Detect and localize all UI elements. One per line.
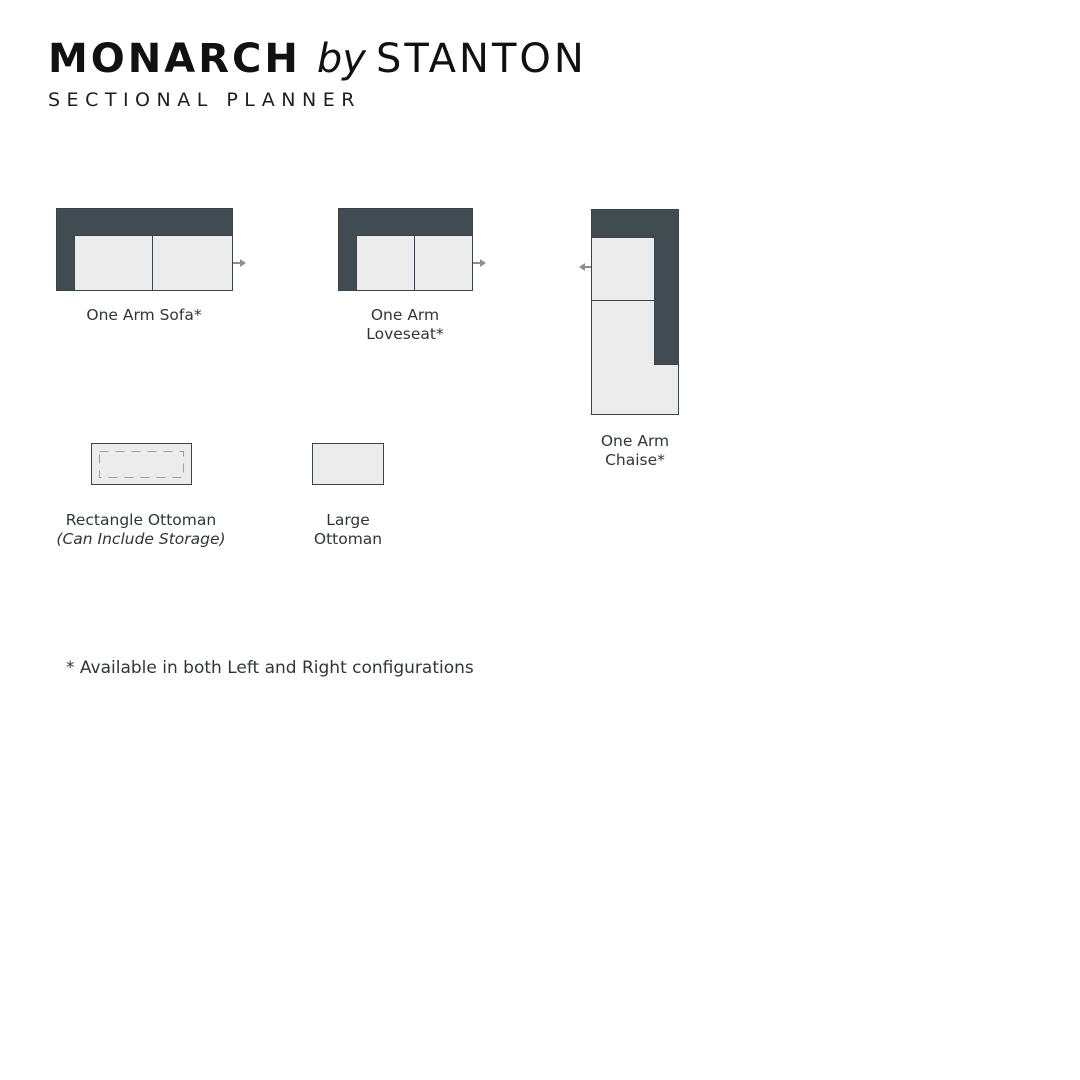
page-subtitle: SECTIONAL PLANNER	[48, 89, 361, 111]
one-arm-loveseat-label: One Arm Loveseat*	[366, 306, 444, 343]
one-arm-chaise-label: One Arm Chaise*	[600, 432, 670, 469]
large-ottoman-label: Large Ottoman	[313, 511, 383, 548]
configuration-footnote: * Available in both Left and Right configurations	[66, 658, 474, 678]
right-arrow-icon	[233, 259, 246, 267]
brand-primary: MONARCH	[48, 36, 301, 82]
sofa-seat-cushion	[75, 236, 153, 291]
loveseat-seat-cushion	[357, 236, 415, 291]
brand-title	[48, 36, 587, 82]
rectangle-ottoman-label: Rectangle Ottoman (Can Include Storage)	[56, 511, 226, 548]
brand-secondary: STANTON	[375, 36, 587, 82]
large-ottoman-icon	[312, 443, 386, 487]
sofa-seat-cushion	[153, 236, 233, 291]
one-arm-sofa-label: One Arm Sofa*	[86, 306, 202, 324]
brand-connector: by	[316, 36, 366, 82]
left-arrow-icon	[579, 263, 591, 271]
one-arm-sofa-icon	[56, 208, 248, 292]
one-arm-chaise-icon	[576, 209, 680, 417]
right-arrow-icon	[473, 259, 486, 267]
loveseat-seat-cushion	[415, 236, 473, 291]
one-arm-loveseat-icon	[338, 208, 490, 292]
rectangle-ottoman-icon	[91, 443, 193, 487]
